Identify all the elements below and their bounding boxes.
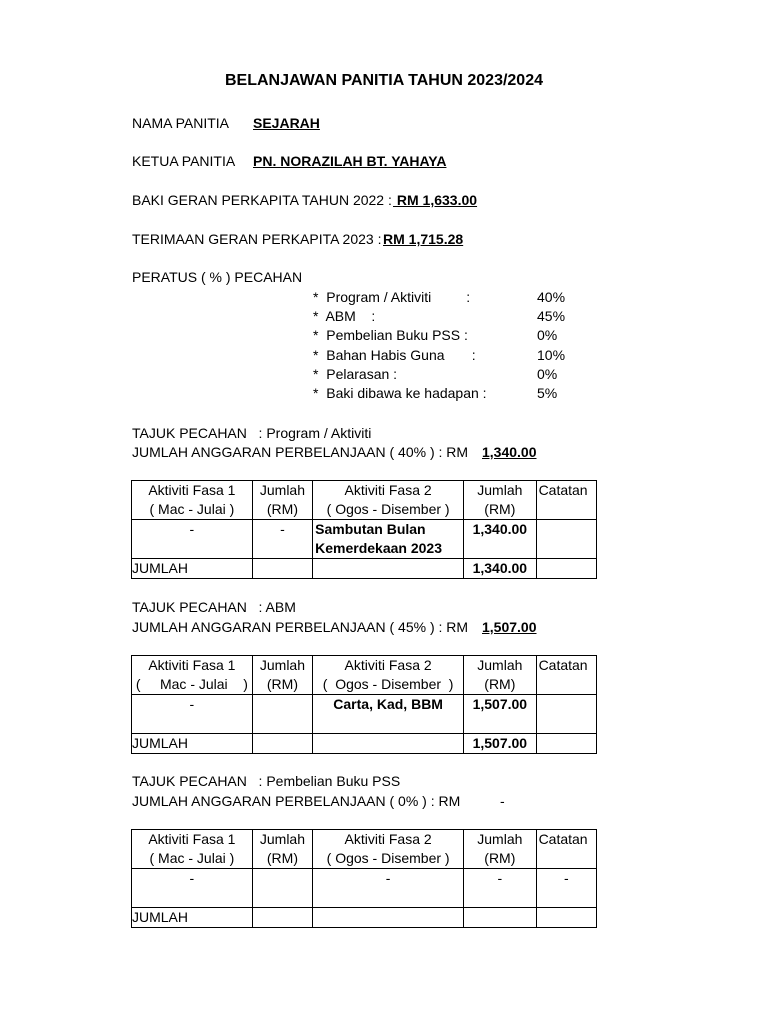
table-cell [536, 908, 596, 928]
total-value [464, 908, 536, 928]
table-cell [252, 734, 312, 754]
pecahan-label: * Baki dibawa ke hadapan : [313, 385, 487, 401]
table-cell [313, 908, 464, 928]
table-total-row [132, 734, 597, 754]
tajuk-pecahan: TAJUK PECAHAN : Pembelian Buku PSS [132, 773, 401, 789]
table-header-row [132, 481, 597, 520]
table-header-row [132, 656, 597, 695]
header-cell: Aktiviti Fasa 2 ( Ogos - Disember ) [313, 656, 464, 695]
jumlah-anggaran-label: JUMLAH ANGGARAN PERBELANJAAN ( 0% ) : RM [132, 793, 461, 809]
total-value: 1,340.00 [464, 559, 536, 579]
budget-table [131, 829, 597, 928]
jumlah-anggaran-value: 1,340.00 [482, 444, 537, 460]
pecahan-label: * ABM : [313, 308, 376, 324]
ketua-panitia-value: PN. NORAZILAH BT. YAHAYA [253, 153, 447, 169]
table-cell [536, 559, 596, 579]
header-cell: Aktiviti Fasa 2 ( Ogos - Disember ) [313, 481, 464, 520]
total-label: JUMLAH [132, 734, 253, 754]
header-cell: Catatan [536, 481, 596, 520]
table-row [132, 695, 597, 734]
table-cell: - [132, 695, 253, 734]
table-cell: - [536, 869, 596, 908]
nama-panitia-value: SEJARAH [253, 115, 320, 131]
total-label: JUMLAH [132, 908, 253, 928]
peratus-heading: PERATUS ( % ) PECAHAN [132, 269, 303, 285]
header-cell: Jumlah (RM) [464, 830, 536, 869]
table-row [132, 869, 597, 908]
table-cell [252, 908, 312, 928]
pecahan-pct: 0% [537, 366, 558, 382]
pecahan-label: * Pelarasan : [313, 366, 398, 382]
pecahan-label: * Bahan Habis Guna : [313, 347, 476, 363]
pecahan-label: * Program / Aktiviti : [313, 289, 471, 305]
header-cell: Jumlah (RM) [464, 656, 536, 695]
header-cell: Aktiviti Fasa 1 ( Mac - Julai ) [132, 481, 253, 520]
header-cell: Aktiviti Fasa 1 ( Mac - Julai ) [132, 830, 253, 869]
pecahan-pct: 0% [537, 327, 558, 343]
table-cell [252, 695, 312, 734]
tajuk-pecahan: TAJUK PECAHAN : ABM [132, 599, 296, 615]
table-cell [252, 559, 312, 579]
table-cell: - [132, 520, 253, 559]
table-cell [252, 869, 312, 908]
nama-panitia-label: NAMA PANITIA [132, 115, 229, 131]
header-cell: Jumlah (RM) [464, 481, 536, 520]
table-cell [313, 734, 464, 754]
table-cell: - [132, 869, 253, 908]
table-cell [536, 695, 596, 734]
budget-table [131, 480, 597, 579]
tajuk-pecahan: TAJUK PECAHAN : Program / Aktiviti [132, 425, 372, 441]
pecahan-pct: 10% [537, 347, 566, 363]
total-label: JUMLAH [132, 559, 253, 579]
terimaan-geran-value: RM 1,715.28 [383, 231, 464, 247]
ketua-panitia-label: KETUA PANITIA [132, 153, 236, 169]
table-cell: - [252, 520, 312, 559]
baki-geran-value: RM 1,633.00 [393, 192, 478, 208]
header-cell: Jumlah (RM) [252, 481, 312, 520]
total-value: 1,507.00 [464, 734, 536, 754]
header-cell: Jumlah (RM) [252, 830, 312, 869]
table-cell [536, 734, 596, 754]
page-title: BELANJAWAN PANITIA TAHUN 2023/2024 [225, 72, 543, 89]
jumlah-anggaran-value: - [500, 793, 505, 809]
budget-table [131, 655, 597, 754]
table-cell [313, 559, 464, 579]
table-cell [536, 520, 596, 559]
header-cell: Catatan [536, 656, 596, 695]
table-cell: - [313, 869, 464, 908]
table-cell: Carta, Kad, BBM [313, 695, 464, 734]
terimaan-geran-label: TERIMAAN GERAN PERKAPITA 2023 : [132, 231, 382, 247]
table-total-row [132, 908, 597, 928]
header-cell: Aktiviti Fasa 1 ( Mac - Julai ) [132, 656, 253, 695]
pecahan-pct: 40% [537, 289, 566, 305]
table-cell: - [464, 869, 536, 908]
header-cell: Jumlah (RM) [252, 656, 312, 695]
pecahan-pct: 5% [537, 385, 558, 401]
table-header-row [132, 830, 597, 869]
jumlah-anggaran-label: JUMLAH ANGGARAN PERBELANJAAN ( 40% ) : RM [132, 444, 469, 460]
table-cell: 1,507.00 [464, 695, 536, 734]
jumlah-anggaran-label: JUMLAH ANGGARAN PERBELANJAAN ( 45% ) : RM [132, 619, 469, 635]
header-cell: Aktiviti Fasa 2 ( Ogos - Disember ) [313, 830, 464, 869]
table-cell: 1,340.00 [464, 520, 536, 559]
pecahan-label: * Pembelian Buku PSS : [313, 327, 468, 343]
pecahan-pct: 45% [537, 308, 566, 324]
baki-geran-label: BAKI GERAN PERKAPITA TAHUN 2022 : [132, 192, 392, 208]
table-total-row [132, 559, 597, 579]
jumlah-anggaran-value: 1,507.00 [482, 619, 537, 635]
table-cell: Sambutan Bulan Kemerdekaan 2023 [313, 520, 464, 559]
table-row [132, 520, 597, 559]
header-cell: Catatan [536, 830, 596, 869]
